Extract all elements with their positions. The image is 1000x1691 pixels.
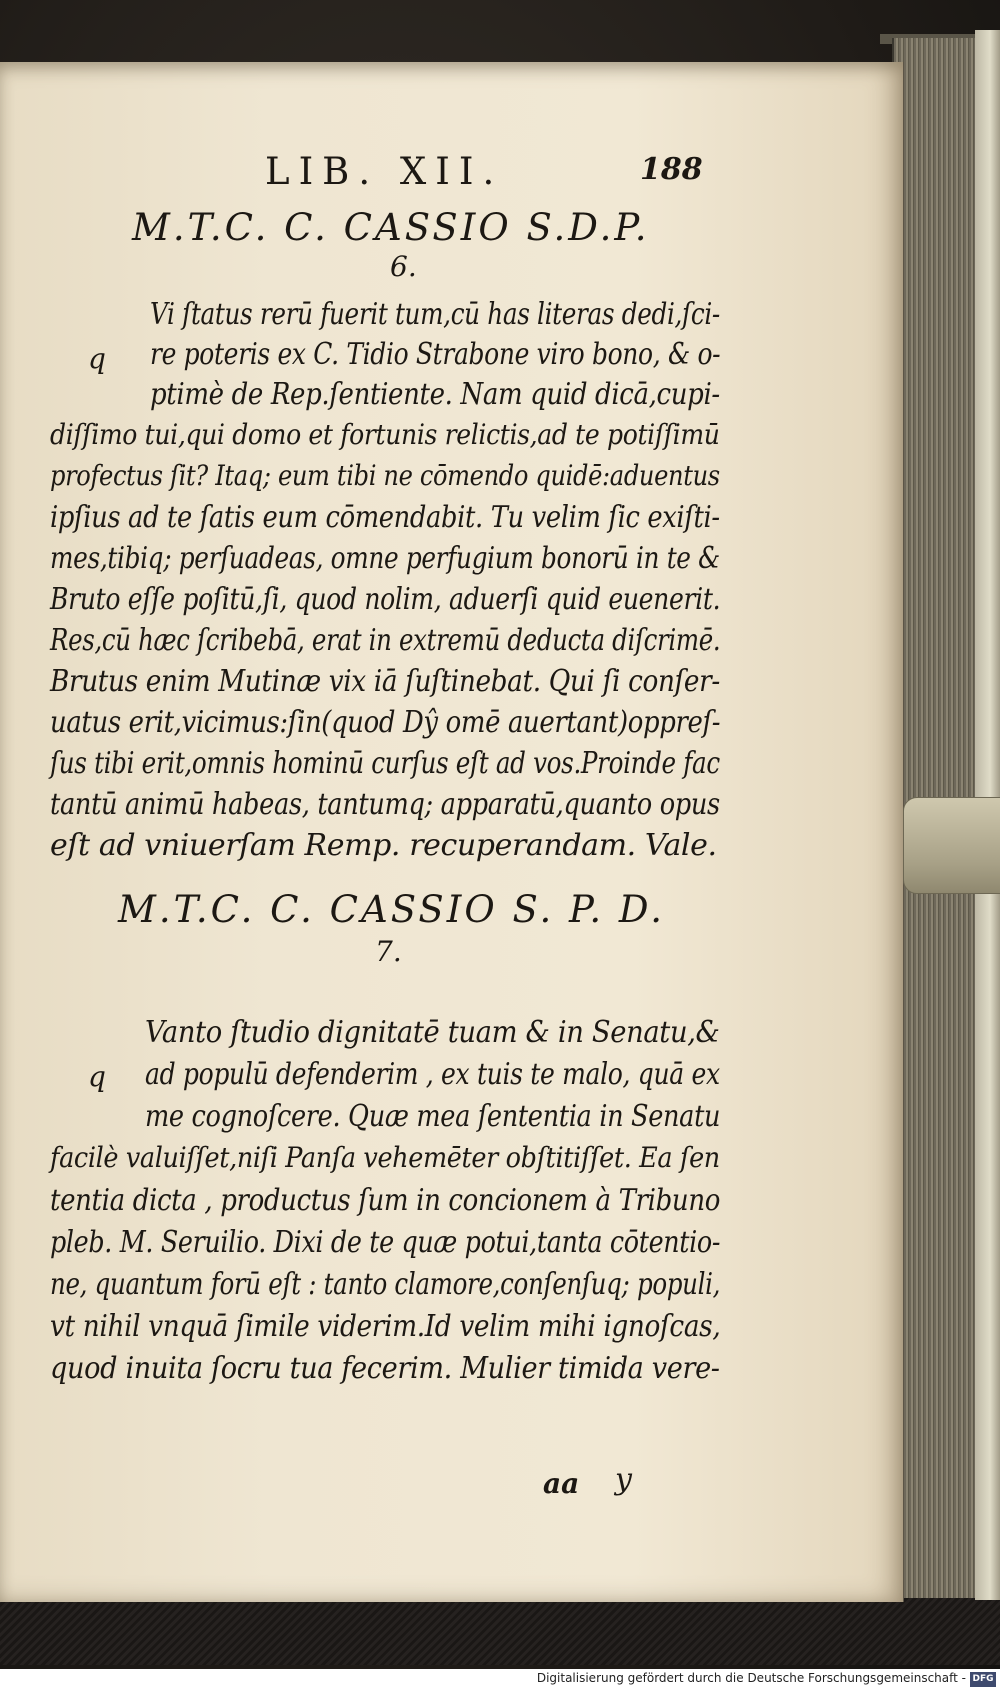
text-line: vt nihil vnquā ſimile viderim.Id velim mihi ignoſcas, [50,1309,721,1344]
text-line: Res,cū hæc ſcribebā, erat in extremū deducta diſcrimē. [50,623,721,658]
funding-credit: Digitalisierung gefördert durch die Deutsche Forschungsgemeinschaft - [536,1671,966,1685]
bookmark-tab [903,797,1000,894]
letter-number: 7. [375,935,402,968]
dfg-logo: DFG [970,1672,996,1687]
text-line: eſt ad vniuerſam Remp. recuperandam. Vale. [50,828,717,863]
text-line: me cognoſcere. Quæ mea ſententia in Senatu [145,1099,721,1134]
text-line: ad populū defenderim , ex tuis te malo, quā ex [145,1057,720,1092]
signature-mark: aa [543,1467,580,1500]
text-line: Brutus enim Mutinæ vix iā ſuſtinebat. Qui ſi conſer- [50,664,720,699]
text-line: Vanto ſtudio dignitatē tuam & in Senatu,& [145,1015,720,1050]
text-line: pleb. M. Seruilio. Dixi de te quæ potui,tanta cōtentio- [50,1225,721,1260]
letter-heading: M.T.C. C. CASSIO S. P. D. [118,888,666,931]
text-line: mes,tibiq; perſuadeas, omne perfugium bonorū in te & [50,541,720,576]
letter-number: 6. [390,250,417,283]
running-head: LIB. XII. [265,150,504,193]
text-line: ne, quantum forū eſt : tanto clamore,conſenſuq; populi, [50,1267,721,1302]
text-line: Vi ſtatus rerū fuerit tum,cū has literas dedi,ſci- [150,297,720,332]
text-line: uatus erit,vicimus:ſin(quod Dŷ omē auertant)oppreſ- [50,705,721,740]
text-line: re poteris ex C. Tidio Strabone viro bono, & o- [150,337,721,372]
text-line: Bruto eſſe poſitū,ſi, quod nolim, aduerſi quid euenerit. [50,582,721,617]
marginal-initial: q [88,342,106,375]
text-line: profectus ſit? Itaq; eum tibi ne cōmendo quidē:aduentus [50,459,720,492]
text-line: ſus tibi erit,omnis hominū curſus eſt ad vos.Proinde fac [50,746,720,781]
book-cover-bottom [0,1595,1000,1665]
page-number: 188 [640,152,703,187]
letter-heading: M.T.C. C. CASSIO S.D.P. [132,206,650,249]
text-line: tantū animū habeas, tantumq; apparatū,quanto opus [50,787,720,822]
text-line: tentia dicta , productus ſum in concionem à Tribuno [50,1183,721,1218]
marginal-initial: q [88,1060,106,1093]
text-line: diſſimo tui,qui domo et fortunis relictis,ad te potiſſimū [50,418,720,451]
text-line: quod inuita ſocru tua fecerim. Mulier timida vere- [50,1351,720,1386]
signature-number: y [615,1462,632,1497]
text-line: ipſius ad te ſatis eum cōmendabit. Tu velim ſic exiſti- [50,500,720,535]
text-line: ptimè de Rep.ſentiente. Nam quid dicā,cupi- [150,377,720,412]
text-line: facilè valuiſſet,niſi Panſa vehemēter obſtitiſſet. Ea ſen [50,1141,720,1174]
